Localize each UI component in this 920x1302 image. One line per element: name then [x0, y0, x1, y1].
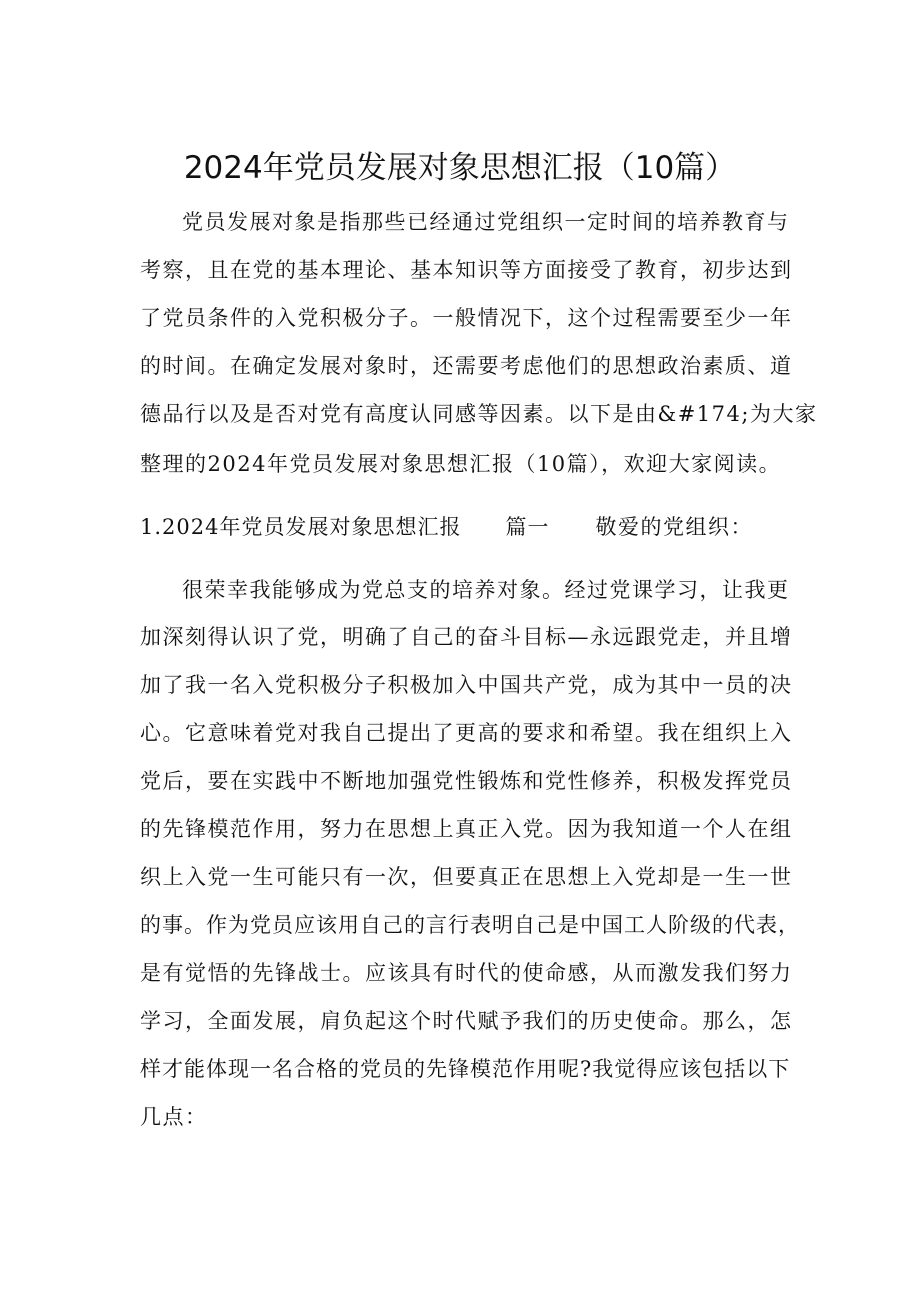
body-paragraph-line: 心。它意味着党对我自己提出了更高的要求和希望。我在组织上入 — [140, 721, 793, 745]
body-paragraph-line: 几点： — [140, 1105, 208, 1129]
body-paragraph-line: 的先锋模范作用，努力在思想上真正入党。因为我知道一个人在组 — [140, 817, 793, 841]
body-paragraph-line: 学习，全面发展，肩负起这个时代赋予我们的历史使命。那么，怎 — [140, 1009, 793, 1033]
intro-paragraph-line: 了党员条件的入党积极分子。一般情况下，这个过程需要至少一年 — [140, 306, 793, 330]
body-paragraph-line: 的事。作为党员应该用自己的言行表明自己是中国工人阶级的代表， — [140, 913, 800, 937]
body-paragraph-line: 很荣幸我能够成为党总支的培养对象。经过党课学习，让我更 — [182, 578, 790, 602]
body-paragraph-line: 党后，要在实践中不断地加强党性锻炼和党性修养，积极发挥党员 — [140, 769, 793, 793]
section-heading — [140, 512, 800, 542]
intro-paragraph-line: 整理的2024年党员发展对象思想汇报（10篇），欢迎大家阅读。 — [140, 452, 782, 476]
body-paragraph-line: 织上入党一生可能只有一次，但要真正在思想上入党却是一生一世 — [140, 865, 793, 889]
intro-paragraph-line: 德品行以及是否对党有高度认同感等因素。以下是由&#174;为大家 — [140, 402, 818, 426]
document-title: 2024年党员发展对象思想汇报（10篇） — [183, 150, 737, 186]
intro-paragraph-line: 考察，且在党的基本理论、基本知识等方面接受了教育，初步达到 — [140, 258, 793, 282]
body-paragraph-line: 是有觉悟的先锋战士。应该具有时代的使命感，从而激发我们努力 — [140, 961, 793, 985]
intro-paragraph-line: 的时间。在确定发展对象时，还需要考虑他们的思想政治素质、道 — [140, 354, 793, 378]
body-paragraph-line: 样才能体现一名合格的党员的先锋模范作用呢?我觉得应该包括以下 — [140, 1057, 791, 1081]
section-heading-title: 1.2024年党员发展对象思想汇报 — [140, 515, 462, 539]
section-heading-part: 篇一 — [505, 515, 550, 539]
body-paragraph-line: 加深刻得认识了党，明确了自己的奋斗目标—永远跟党走，并且增 — [140, 625, 793, 649]
section-salutation: 敬爱的党组织： — [595, 515, 753, 539]
body-paragraph-line: 加了我一名入党积极分子积极加入中国共产党，成为其中一员的决 — [140, 673, 793, 697]
intro-paragraph-line: 党员发展对象是指那些已经通过党组织一定时间的培养教育与 — [182, 210, 790, 234]
